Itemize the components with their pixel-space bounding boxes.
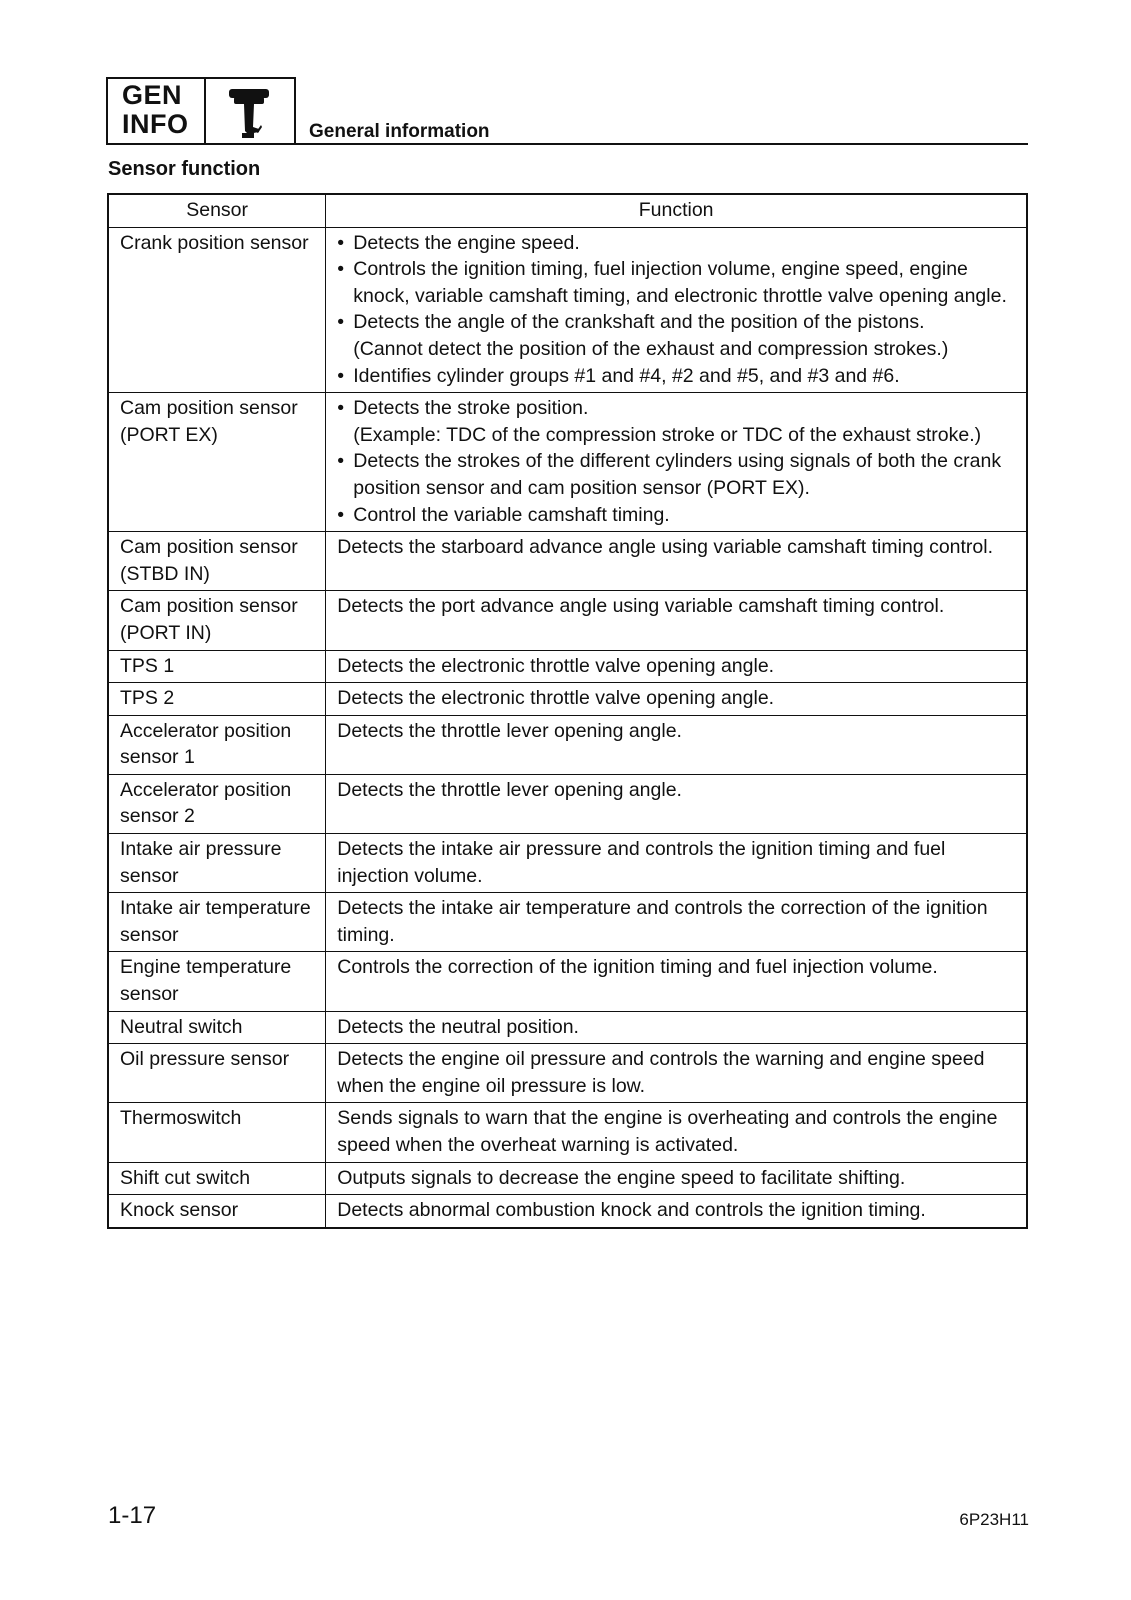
sensor-cell: Accelerator position sensor 1 — [108, 715, 326, 774]
table-row — [108, 1044, 1027, 1103]
column-header-function: Function — [326, 194, 1027, 227]
list-item — [337, 309, 1016, 362]
function-cell: Detects the throttle lever opening angle. — [326, 774, 1027, 833]
sensor-cell: Intake air temperature sensor — [108, 893, 326, 952]
table-row — [108, 893, 1027, 952]
function-text: Detects the strokes of the different cylinders using signals of both the crank position sensor and cam position sensor (PORT EX). — [353, 450, 1002, 499]
function-note: (Cannot detect the position of the exhaust and compression strokes.) — [353, 337, 949, 360]
table-row — [108, 683, 1027, 716]
sensor-cell: Engine temperature sensor — [108, 952, 326, 1011]
table-row — [108, 532, 1027, 591]
function-cell — [326, 393, 1027, 532]
function-cell: Detects the engine oil pressure and controls the warning and engine speed when the engine oil pressure is low. — [326, 1044, 1027, 1103]
function-cell: Detects the intake air temperature and controls the correction of the ignition timing. — [326, 893, 1027, 952]
function-note: (Example: TDC of the compression stroke or TDC of the exhaust stroke.) — [353, 423, 982, 446]
table-row — [108, 834, 1027, 893]
gen-info-badge — [106, 77, 296, 145]
function-text: Detects the angle of the crankshaft and the position of the pistons. — [353, 311, 925, 334]
table-row — [108, 591, 1027, 650]
sensor-cell: TPS 2 — [108, 683, 326, 716]
function-cell: Sends signals to warn that the engine is overheating and controls the engine speed when the overheat warning is activated. — [326, 1103, 1027, 1162]
column-header-sensor: Sensor — [108, 194, 326, 227]
table-row — [108, 1195, 1027, 1228]
sensor-cell: TPS 1 — [108, 650, 326, 683]
function-cell: Detects the starboard advance angle using variable camshaft timing control. — [326, 532, 1027, 591]
function-text: Identifies cylinder groups #1 and #4, #2 and #5, and #3 and #6. — [353, 364, 900, 387]
function-cell — [326, 227, 1027, 393]
sensor-cell: Cam position sensor (PORT EX) — [108, 393, 326, 532]
sensor-cell: Cam position sensor (PORT IN) — [108, 591, 326, 650]
table-row — [108, 952, 1027, 1011]
function-cell: Detects the neutral position. — [326, 1011, 1027, 1044]
info-label: INFO — [122, 109, 189, 139]
table-row — [108, 715, 1027, 774]
badge-divider — [204, 79, 206, 143]
outboard-motor-icon — [226, 85, 272, 141]
function-cell: Detects abnormal combustion knock and controls the ignition timing. — [326, 1195, 1027, 1228]
table-row — [108, 1011, 1027, 1044]
function-cell: Detects the electronic throttle valve opening angle. — [326, 650, 1027, 683]
function-cell: Outputs signals to decrease the engine speed to facilitate shifting. — [326, 1162, 1027, 1195]
gen-info-label — [122, 81, 189, 139]
sensor-cell: Knock sensor — [108, 1195, 326, 1228]
function-text: Detects the engine speed. — [353, 231, 580, 254]
section-title: General information — [309, 121, 490, 142]
gen-label: GEN — [122, 80, 183, 110]
sensor-cell: Oil pressure sensor — [108, 1044, 326, 1103]
function-text: Controls the ignition timing, fuel injection volume, engine speed, engine knock, variable camshaft timing, and electronic throttle valve opening angle. — [353, 258, 1007, 307]
sensor-cell: Accelerator position sensor 2 — [108, 774, 326, 833]
list-item — [337, 448, 1016, 501]
table-row — [108, 650, 1027, 683]
table-header-row — [108, 194, 1027, 227]
function-cell: Controls the correction of the ignition timing and fuel injection volume. — [326, 952, 1027, 1011]
table-row — [108, 1162, 1027, 1195]
sensor-function-table — [107, 193, 1028, 1229]
page-number: 1-17 — [108, 1502, 157, 1529]
function-text: Detects the stroke position. — [353, 397, 589, 420]
list-item — [337, 502, 1016, 529]
table-row — [108, 393, 1027, 532]
list-item — [337, 363, 1016, 390]
sensor-cell: Thermoswitch — [108, 1103, 326, 1162]
function-cell: Detects the throttle lever opening angle. — [326, 715, 1027, 774]
sensor-cell: Intake air pressure sensor — [108, 834, 326, 893]
function-list — [337, 395, 1016, 528]
function-cell: Detects the electronic throttle valve opening angle. — [326, 683, 1027, 716]
sensor-cell: Crank position sensor — [108, 227, 326, 393]
function-cell: Detects the intake air pressure and controls the ignition timing and fuel injection volume. — [326, 834, 1027, 893]
sensor-cell: Shift cut switch — [108, 1162, 326, 1195]
list-item — [337, 256, 1016, 309]
sensor-cell: Neutral switch — [108, 1011, 326, 1044]
sensor-cell: Cam position sensor (STBD IN) — [108, 532, 326, 591]
page-title: Sensor function — [108, 158, 261, 180]
table-row — [108, 1103, 1027, 1162]
header-rule — [294, 143, 1028, 145]
table-row — [108, 227, 1027, 393]
table-row — [108, 774, 1027, 833]
function-text: Control the variable camshaft timing. — [353, 503, 670, 526]
list-item — [337, 395, 1016, 448]
function-list — [337, 230, 1016, 390]
document-code: 6P23H11 — [959, 1510, 1029, 1529]
list-item — [337, 230, 1016, 257]
function-cell: Detects the port advance angle using variable camshaft timing control. — [326, 591, 1027, 650]
